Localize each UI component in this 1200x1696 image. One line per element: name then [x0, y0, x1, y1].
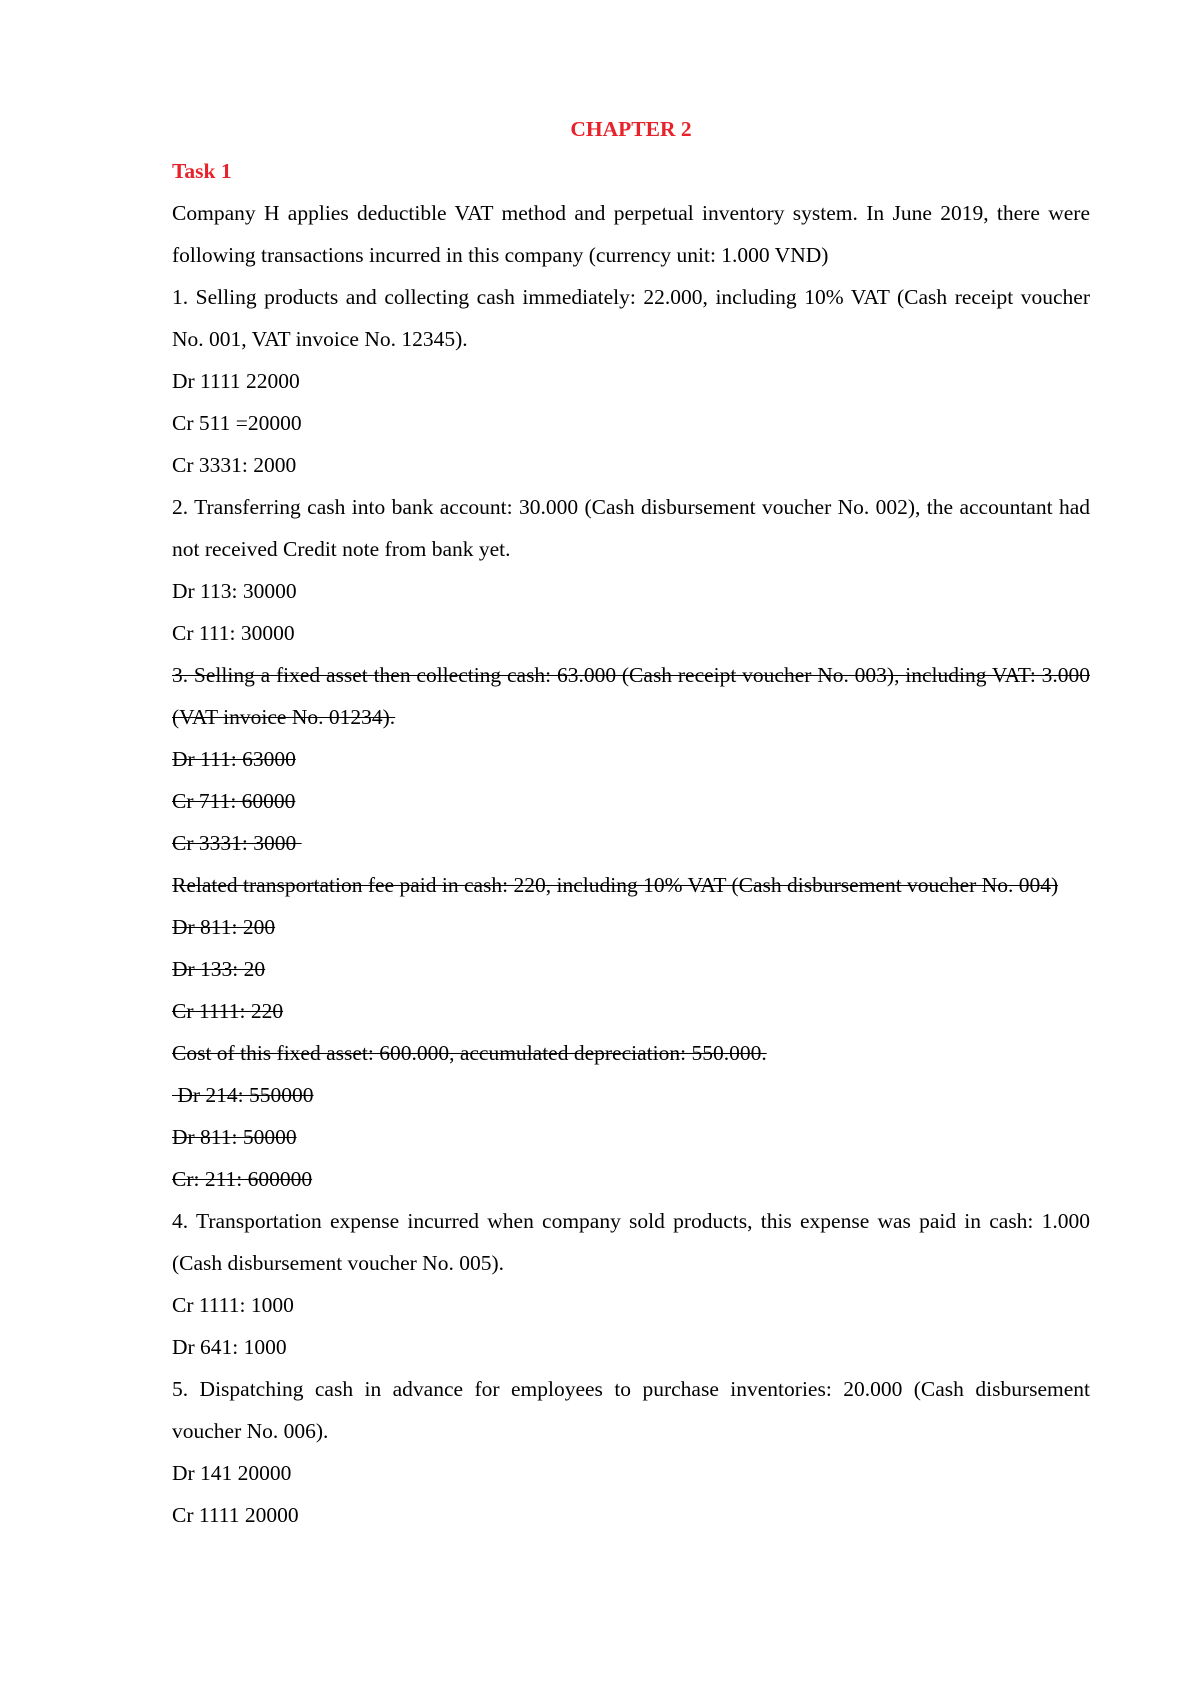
- chapter-title: CHAPTER 2: [570, 117, 692, 141]
- task-title: Task 1: [172, 159, 232, 183]
- journal-entry: Cr 1111 20000: [172, 1503, 299, 1527]
- intro-paragraph: Company H applies deductible VAT method and perpetual inventory system. In June 2019, there were following transactions incurred in this company (currency unit: 1.000 VND): [172, 201, 1090, 267]
- transaction-3-text: 3. Selling a fixed asset then collecting cash: 63.000 (Cash receipt voucher No. 003), including VAT: 3.000 (VAT invoice No. 01234).: [172, 663, 1090, 729]
- journal-entry: Dr 811: 50000: [172, 1125, 297, 1149]
- transaction-3-fee-text: Related transportation fee paid in cash: 220, including 10% VAT (Cash disbursement voucher No. 004): [172, 873, 1059, 897]
- journal-entry: Cr: 211: 600000: [172, 1167, 313, 1191]
- journal-entry: Dr 111: 63000: [172, 747, 296, 771]
- transaction-4-text: 4. Transportation expense incurred when company sold products, this expense was paid in cash: 1.000 (Cash disbursement voucher No. 005).: [172, 1209, 1090, 1275]
- journal-entry: Dr 141 20000: [172, 1461, 292, 1485]
- journal-entry: Cr 3331: 2000: [172, 453, 297, 477]
- journal-entry: Dr 113: 30000: [172, 579, 297, 603]
- journal-entry: Dr 811: 200: [172, 915, 276, 939]
- document-body: [172, 108, 1090, 1536]
- journal-entry: Dr 641: 1000: [172, 1335, 287, 1359]
- journal-entry: Dr 214: 550000: [172, 1083, 314, 1107]
- transaction-1-text: 1. Selling products and collecting cash immediately: 22.000, including 10% VAT (Cash receipt voucher No. 001, VAT invoice No. 12345).: [172, 285, 1090, 351]
- transaction-2-text: 2. Transferring cash into bank account: 30.000 (Cash disbursement voucher No. 002), the accountant had not received Credit note from bank yet.: [172, 495, 1090, 561]
- journal-entry: Dr 1111 22000: [172, 369, 300, 393]
- journal-entry: Dr 133: 20: [172, 957, 266, 981]
- transaction-3-cost-text: Cost of this fixed asset: 600.000, accumulated depreciation: 550.000.: [172, 1041, 767, 1065]
- journal-entry: Cr 3331: 3000: [172, 831, 302, 855]
- journal-entry: Cr 511 =20000: [172, 411, 302, 435]
- journal-entry: Cr 111: 30000: [172, 621, 295, 645]
- journal-entry: Cr 711: 60000: [172, 789, 296, 813]
- journal-entry: Cr 1111: 220: [172, 999, 284, 1023]
- transaction-5-text: 5. Dispatching cash in advance for employees to purchase inventories: 20.000 (Cash disbursement voucher No. 006).: [172, 1377, 1090, 1443]
- journal-entry: Cr 1111: 1000: [172, 1293, 294, 1317]
